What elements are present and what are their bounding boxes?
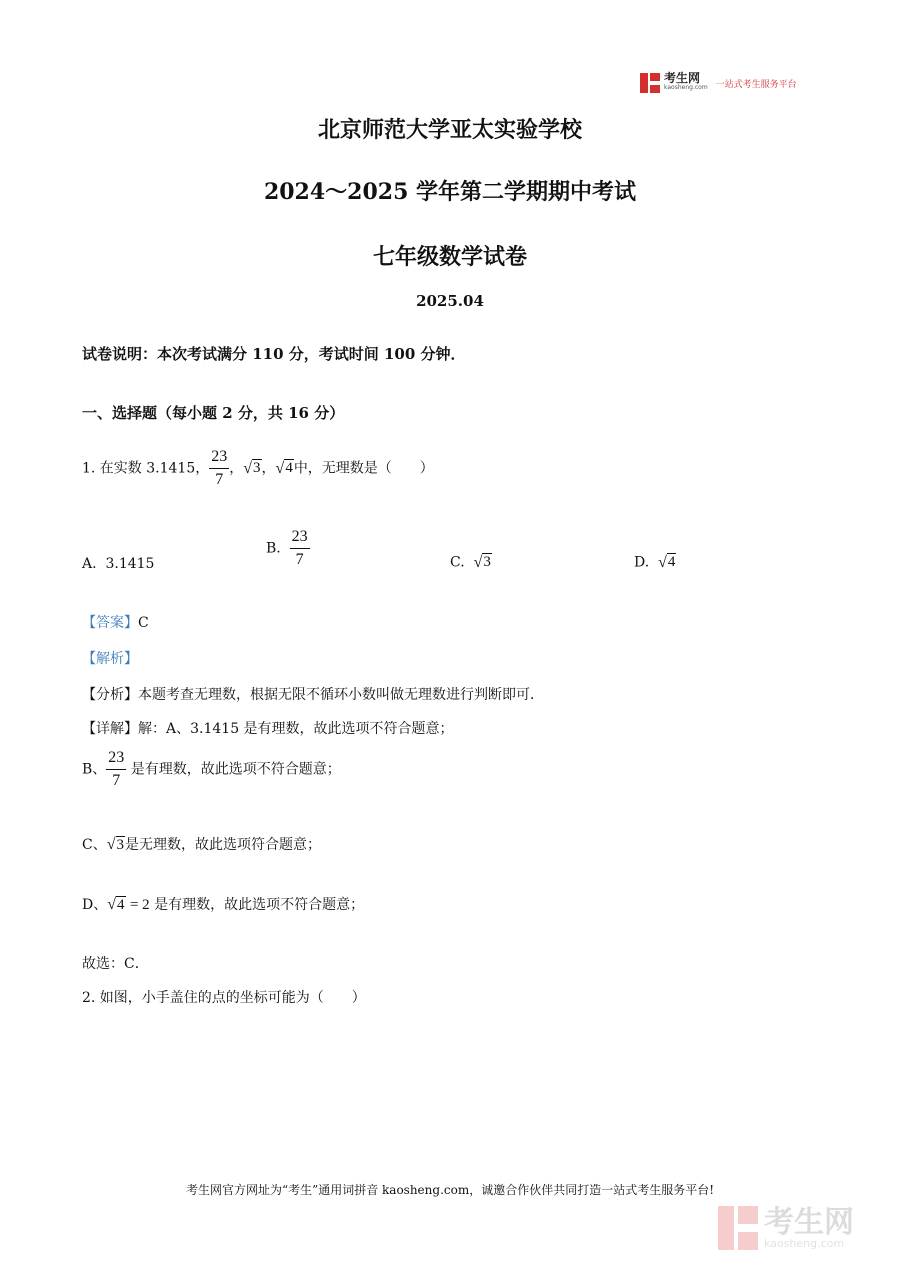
separator: ， [261,460,276,477]
detailed-solution [82,718,454,738]
logo-cn: 考生网 [664,71,701,85]
section-heading-choice: 一、选择题（每小题 2 分，共 16 分） [82,404,345,422]
answer-line [82,612,149,632]
solution-c-prefix: C、 [82,837,107,853]
solution-line-c [82,834,321,854]
answer-value: C [138,615,149,631]
option-c [450,553,492,571]
analysis-summary [82,684,544,704]
solution-c-text: 是无理数，故此选项符合题意； [125,837,321,853]
school-title: 北京师范大学亚太实验学校 [317,117,582,143]
solution-line-b [82,749,341,790]
solution-d-equals: = 2 [129,897,150,913]
radical-sign-icon: √ [473,553,483,571]
option-c-sqrt [474,553,492,571]
separator: ， [229,460,244,477]
question-1-prefix: 1. 在实数 3.1415， [82,460,210,477]
option-c-label: C. [450,554,465,571]
option-d-sqrt [658,553,676,571]
analysis-heading [82,648,138,668]
option-a [82,556,154,572]
radicand: 3 [483,554,491,570]
fenxi-label: 【分析】 [82,687,138,703]
subject-title: 七年级数学试卷 [372,244,527,270]
solution-c-sqrt [107,836,125,854]
radical-sign-icon: √ [243,459,253,477]
question-1-suffix: 中，无理数是（ ） [293,460,434,477]
question-1 [82,448,434,489]
radicand: 4 [117,896,125,913]
sqrt-3 [243,459,261,477]
solution-b-fraction [106,749,126,790]
solution-b-prefix: B、 [82,761,107,778]
option-d [634,553,676,571]
exam-title: 2024～2025 学年第二学期期中考试 [263,179,637,205]
fraction-numerator: 23 [290,528,310,549]
option-b-fraction [290,528,310,569]
radicand: 4 [285,460,293,476]
radicand: 4 [667,554,676,570]
option-a-label: A. [82,556,97,572]
radical-sign-icon: √ [107,896,117,913]
logo-en: kaosheng.com [664,84,708,91]
option-b [266,528,310,569]
fraction-denominator: 7 [295,551,304,568]
kaosheng-watermark-icon [718,1206,758,1250]
watermark [718,1203,888,1253]
solution-d-text: 是有理数，故此选项不符合题意； [154,897,365,913]
xiangjie-label: 【详解】 [82,721,138,737]
option-b-label: B. [266,540,281,557]
watermark-name [764,1204,854,1250]
fraction-denominator: 7 [215,471,224,488]
exam-date: 2025.04 [416,292,484,310]
header-logo [640,70,810,96]
radical-sign-icon: √ [106,836,116,853]
watermark-cn: 考生网 [764,1204,854,1240]
kaosheng-logo-icon [640,73,660,93]
analysis-label: 【解析】 [82,651,138,667]
answer-label: 【答案】 [82,615,138,631]
xiangjie-text: 解：A、3.1415 是有理数，故此选项不符合题意； [138,721,454,737]
option-d-label: D. [634,554,650,571]
fraction-numerator: 23 [106,749,126,770]
solution-d-sqrt [107,896,125,914]
fraction-23-7 [209,448,229,489]
fenxi-text: 本题考查无理数，根据无限不循环小数叫做无理数进行判断即可． [138,687,544,703]
solution-line-d [82,894,364,914]
option-a-value: 3.1415 [105,556,155,572]
page-footer: 考生网官方网址为“考生”通用词拼音 kaosheng.com，诚邀合作伙伴共同打造一站式考生服务平台! [185,1183,715,1197]
fraction-denominator: 7 [112,772,121,789]
logo-name [664,73,708,93]
radicand: 3 [253,460,261,476]
exam-instructions: 试卷说明：本次考试满分 110 分，考试时间 100 分钟． [82,345,466,363]
logo-slogan: 一站式考生服务平台 [715,79,797,90]
radical-sign-icon: √ [658,553,667,571]
conclusion: 故选：C． [82,956,149,972]
sqrt-4 [276,459,294,477]
question-2: 2. 如图，小手盖住的点的坐标可能为（ ） [82,990,366,1006]
radicand: 3 [116,836,124,853]
fraction-numerator: 23 [209,448,229,469]
radical-sign-icon: √ [275,459,285,477]
watermark-en: kaosheng.com [764,1236,845,1250]
solution-b-text: 是有理数，故此选项不符合题意； [130,761,341,778]
solution-d-prefix: D、 [82,897,108,913]
